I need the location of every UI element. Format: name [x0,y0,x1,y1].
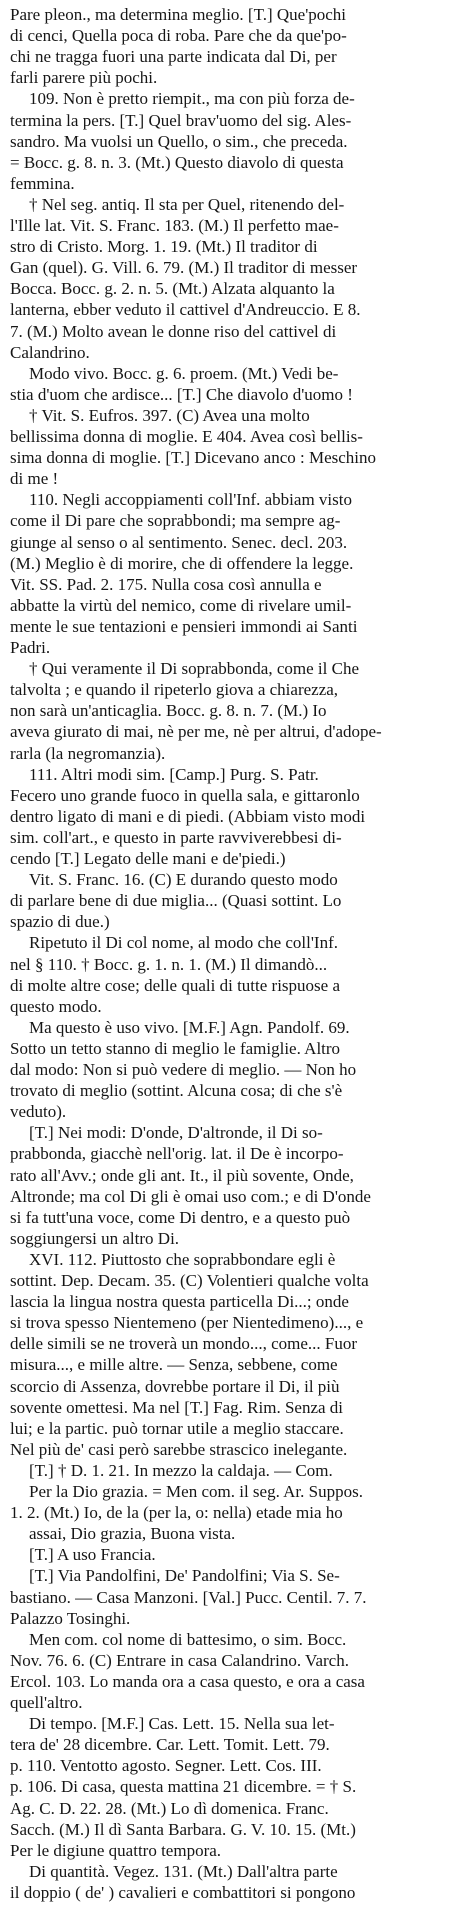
text-line: assai, Dio grazia, Buona vista. [29,1524,236,1544]
text-line: † Qui veramente il Di soprabbonda, come il Che [29,659,359,679]
text-line: prabbonda, giacchè nell'orig. lat. il De è incorpo- [10,1144,344,1164]
text-line: tera de' 28 dicembre. Car. Lett. Tomit. Lett. 79. [10,1735,330,1755]
text-line: il doppio ( de' ) cavalieri e combattitori si pongono [10,1882,356,1902]
text-line: rarla (la negromanzia). [10,743,166,763]
text-line: nel § 110. † Bocc. g. 1. n. 1. (M.) Il dimandò... [10,954,328,974]
text-line: farli parere più pochi. [10,68,158,88]
text-line: Nov. 76. 6. (C) Entrare in casa Calandrino. Varch. [10,1650,349,1670]
text-line: Di quantità. Vegez. 131. (Mt.) Dall'altra parte [29,1861,338,1881]
text-line: mente le sue tentazioni e pensieri immondi ai Santi [10,616,358,636]
text-line: talvolta ; e quando il ripeterlo giova a chiarezza, [10,680,339,700]
text-line: misura..., e mille altre. — Senza, sebbene, come [10,1355,338,1375]
text-line: dal modo: Non si può vedere di meglio. — Non ho [10,1060,357,1079]
text-line: delle simili se ne troverà un mondo..., come... Fuor [10,1334,358,1354]
text-line: di me ! [10,469,59,489]
text-line: Calandrino. [10,342,90,362]
text-line: trovato di meglio (sottint. Alcuna cosa; di che s'è [10,1081,343,1101]
text-line: di molte altre cose; delle quali di tutte rispuose a [10,975,340,995]
text-line: abbatte la virtù del nemico, come di rivelare umil- [10,595,352,615]
text-line: † Vit. S. Eufros. 397. (C) Avea una molto [29,405,310,425]
text-line: (M.) Meglio è di morire, che di offendere la legge. [10,553,354,573]
text-line: quell'altro. [10,1693,83,1712]
text-line: di cenci, Quella poca di roba. Pare che da que'po- [10,26,347,46]
text-line: sandro. Ma vuolsi un Quello, o sim., che preceda. [10,131,348,151]
text-line: Gan (quel). G. Vill. 6. 79. (M.) Il traditor di messer [10,258,358,278]
text-line: Modo vivo. Bocc. g. 6. proem. (Mt.) Vedi be- [29,363,339,383]
text-line: bellissima donna di moglie. E 404. Avea così bellis- [10,427,363,446]
text-line: Nel più de' casi però sarebbe strascico inelegante. [10,1439,348,1459]
text-line: sim. coll'art., e questo in parte ravviverebbesi di- [10,827,342,847]
text-line: p. 110. Ventotto agosto. Segner. Lett. Cos. III. [10,1756,322,1776]
text-line: Vit. SS. Pad. 2. 175. Nulla cosa così annulla e [10,574,322,594]
text-line: si fa tutt'una voce, come Di dentro, e a questo può [10,1207,351,1227]
text-line: l'Ille lat. Vit. S. Franc. 183. (M.) Il perfetto mae- [10,216,339,235]
text-line: Per la Dio grazia. = Men com. il seg. Ar. Suppos. [29,1482,363,1501]
text-line: femmina. [10,173,75,193]
text-line: XVI. 112. Piuttosto che soprabbondare egli è [29,1249,336,1269]
text-line: Pare pleon., ma determina meglio. [T.] Que'pochi [10,5,347,24]
text-line: 109. Non è pretto riempit., ma con più forza de- [29,89,355,109]
text-line: Palazzo Tosinghi. [10,1608,131,1628]
text-line: sima donna di moglie. [T.] Dicevano anco : Meschino [10,448,377,468]
text-line: Sacch. (M.) Il dì Santa Barbara. G. V. 10. 15. (Mt.) [10,1819,356,1839]
text-line: 7. (M.) Molto avean le donne riso del cattivel di [10,321,337,341]
text-line: Per le digiune quattro tempora. [10,1840,222,1860]
text-line: Fecero uno grande fuoco in quella sala, e gittaronlo [10,785,360,805]
text-line: Vit. S. Franc. 16. (C) E durando questo modo [29,870,338,890]
text-line: questo modo. [10,996,102,1016]
text-line: † Nel seg. antiq. Il sta per Quel, ritenendo del- [29,194,345,214]
text-line: di parlare bene di due miglia... (Quasi sottint. Lo [10,891,342,911]
text-line: 1. 2. (Mt.) Io, de la (per la, o: nella) etade mia ho [10,1503,343,1523]
text-line: = Bocc. g. 8. n. 3. (Mt.) Questo diavolo di questa [10,152,344,172]
text-line: [T.] † D. 1. 21. In mezzo la caldaja. — Com. [29,1460,333,1480]
text-line: come il Di pare che soprabbondi; ma sempre ag- [10,511,341,531]
text-line: 110. Negli accoppiamenti coll'Inf. abbiam visto [29,490,352,510]
text-line: stro di Cristo. Morg. 1. 19. (Mt.) Il traditor di [10,237,318,257]
text-line: Padri. [10,638,51,657]
text-line: Di tempo. [M.F.] Cas. Lett. 15. Nella sua let- [29,1714,335,1734]
text-line: termina la pers. [T.] Quel brav'uomo del sig. Ales- [10,110,352,130]
text-line: 111. Altri modi sim. [Camp.] Purg. S. Patr. [29,764,319,784]
text-line: sovente omettesi. Ma nel [T.] Fag. Rim. Senza di [10,1397,344,1417]
text-line: Sotto un tetto stanno di meglio le famiglie. Altro [10,1038,341,1058]
text-line: [T.] A uso Francia. [29,1545,156,1565]
text-line: Ag. C. D. 22. 28. (Mt.) Lo dì domenica. Franc. [10,1798,329,1818]
text-line: si trova spesso Nientemeno (per Nientedimeno)..., e [10,1313,364,1333]
text-line: soggiungersi un altro Di. [10,1228,180,1248]
text-line: lui; e la partic. può tornar utile a meglio staccare. [10,1418,344,1438]
text-line: veduto). [10,1102,67,1122]
text-line: Ripetuto il Di col nome, al modo che coll'Inf. [29,933,338,953]
text-line: Ma questo è uso vivo. [M.F.] Agn. Pandolf. 69. [29,1017,350,1037]
text-line: p. 106. Di casa, questa mattina 21 dicembre. = † S. [10,1777,357,1797]
text-line: bastiano. — Casa Manzoni. [Val.] Pucc. Centil. 7. 7. [10,1587,367,1607]
text-line: [T.] Via Pandolfini, De' Pandolfini; Via S. Se- [29,1566,340,1586]
text-line: dentro ligato di mani e di piedi. (Abbiam visto modi [10,806,366,826]
text-line: spazio di due.) [10,912,110,932]
text-line: scorcio di Assenza, dovrebbe portare il Di, il più [10,1376,340,1396]
text-line: giunge al senso o al sentimento. Senec. decl. 203. [10,532,348,552]
text-line: Altronde; ma col Di gli è omai uso com.; e di D'onde [10,1186,371,1206]
text-line: Men com. col nome di battesimo, o sim. Bocc. [29,1629,347,1649]
text-line: [T.] Nei modi: D'onde, D'altronde, il Di so- [29,1123,323,1143]
text-line: lanterna, ebber veduto il cattivel d'Andreuccio. E 8. [10,300,361,320]
text-line: Bocca. Bocc. g. 2. n. 5. (Mt.) Alzata alquanto la [10,279,335,299]
text-line: sottint. Dep. Decam. 35. (C) Volentieri qualche volta [10,1271,369,1290]
text-line: stia d'uom che ardisce... [T.] Che diavolo d'uomo ! [10,384,353,404]
text-line: non sarà un'anticaglia. Bocc. g. 8. n. 7. (M.) Io [10,701,327,721]
text-line: cendo [T.] Legato delle mani e de'piedi.) [10,849,286,868]
text-line: rato all'Avv.; onde gli ant. It., il più sovente, Onde, [10,1165,354,1185]
text-line: chi ne tragga fuori una parte indicata dal Di, per [10,47,337,67]
text-line: Ercol. 103. Lo manda ora a casa questo, e ora a casa [10,1671,365,1691]
text-line: lascia la lingua nostra questa particella Di...; onde [10,1292,349,1312]
text-line: aveva giurato di mai, nè per me, nè per altrui, d'adope- [10,722,382,742]
